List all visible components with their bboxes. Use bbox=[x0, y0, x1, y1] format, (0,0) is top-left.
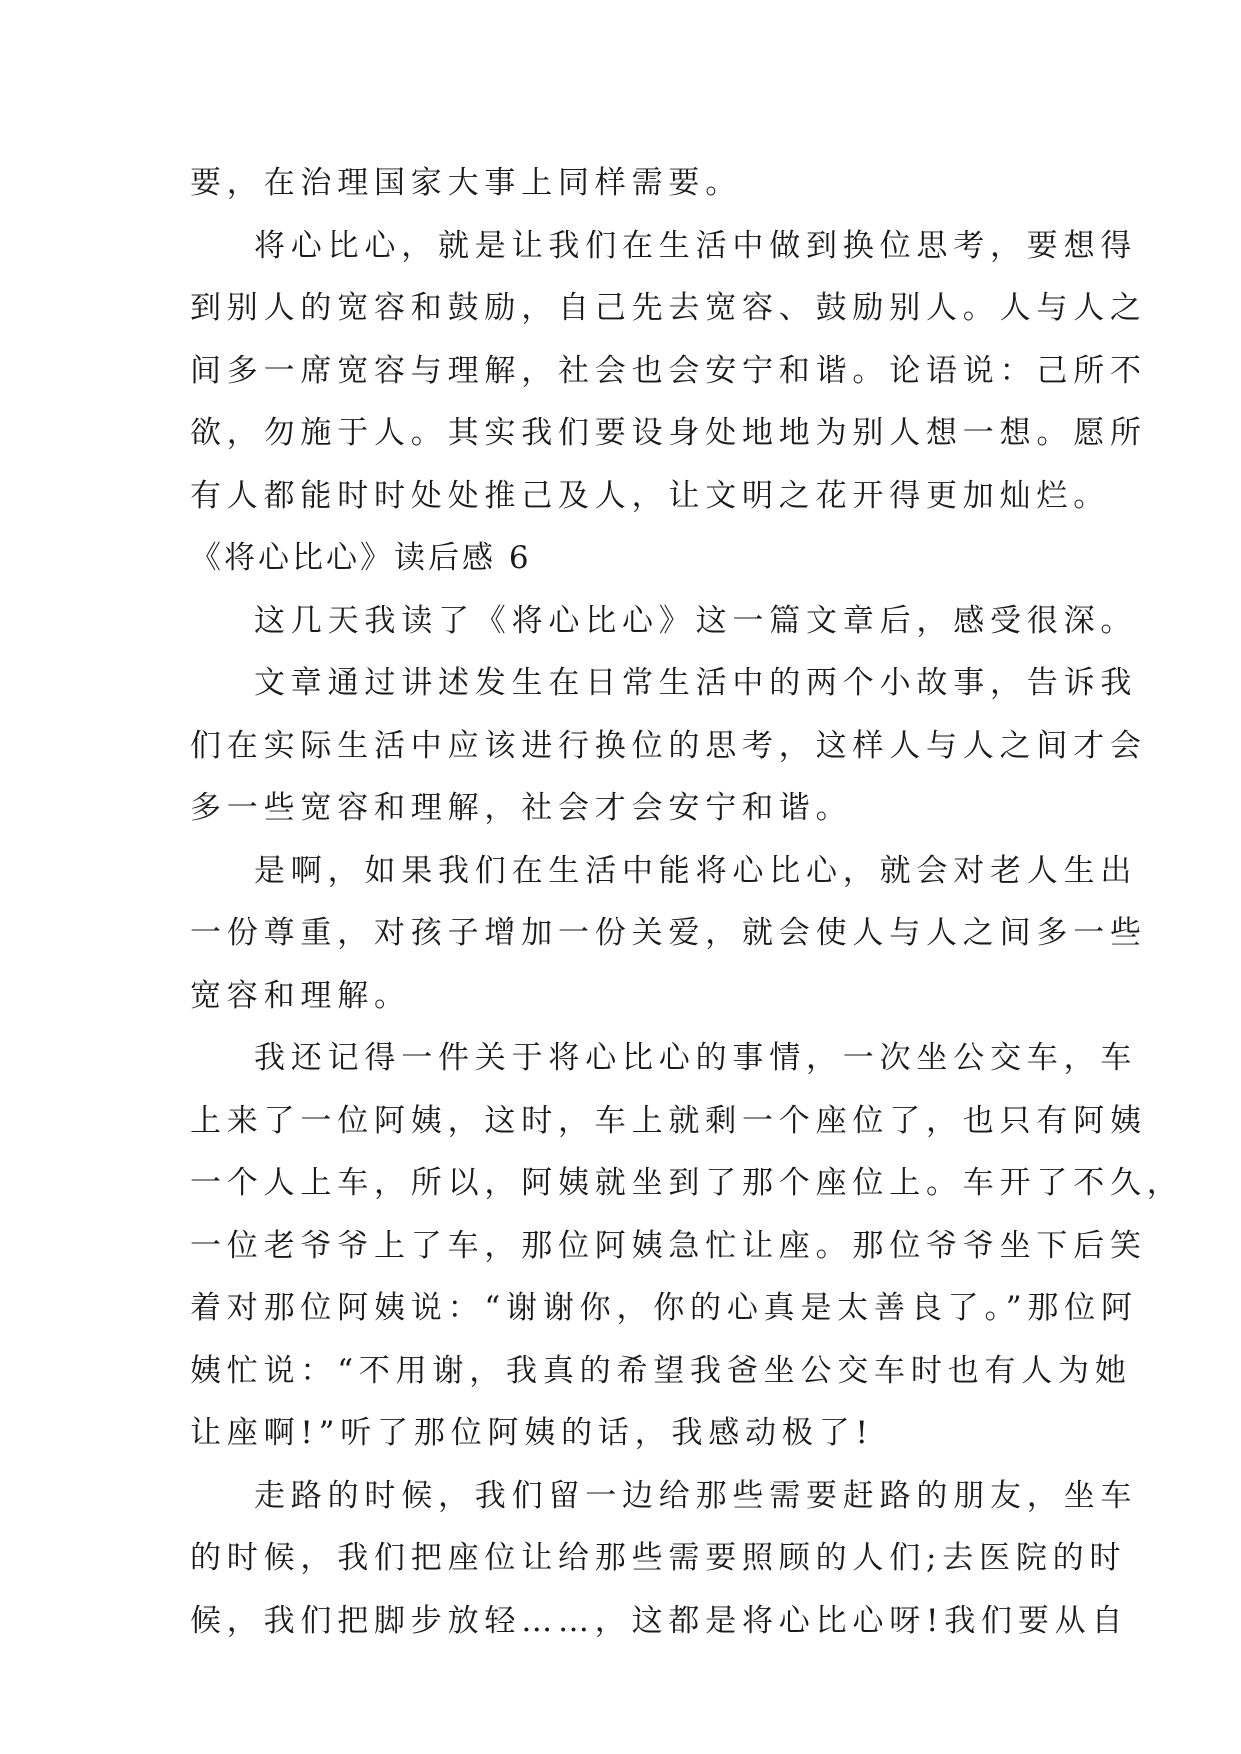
paragraph-line: 多一些宽容和理解，社会才会安宁和谐。 bbox=[190, 790, 853, 826]
paragraph-line: 文章通过讲述发生在日常生活中的两个小故事，告诉我 bbox=[254, 665, 1138, 701]
paragraph-line: 到别人的宽容和鼓励，自己先去宽容、鼓励别人。人与人之 bbox=[190, 290, 1147, 326]
paragraph-line: 的时候，我们把座位让给那些需要照顾的人们;去医院的时 bbox=[190, 1540, 1127, 1576]
paragraph-line: 这几天我读了《将心比心》这一篇文章后，感受很深。 bbox=[254, 602, 1138, 639]
paragraph-line: 欲，勿施于人。其实我们要设身处地地为别人想一想。愿所 bbox=[190, 415, 1147, 451]
section-heading: 《将心比心》读后感 6 bbox=[190, 540, 532, 576]
paragraph-line: 一位老爷爷上了车，那位阿姨急忙让座。那位爷爷坐下后笑 bbox=[190, 1227, 1147, 1264]
paragraph-line: 间多一席宽容与理解，社会也会安宁和谐。论语说：己所不 bbox=[190, 352, 1147, 389]
paragraph-line: 是啊，如果我们在生活中能将心比心，就会对老人生出 bbox=[254, 852, 1138, 889]
paragraph-line: 们在实际生活中应该进行换位的思考，这样人与人之间才会 bbox=[190, 727, 1147, 764]
paragraph-line: 将心比心，就是让我们在生活中做到换位思考，要想得 bbox=[254, 227, 1138, 264]
paragraph-line: 一个人上车，所以，阿姨就坐到了那个座位上。车开了不久， bbox=[190, 1165, 1184, 1201]
paragraph-line: 候，我们把脚步放轻……，这都是将心比心呀!我们要从自 bbox=[190, 1602, 1129, 1639]
paragraph-line: 一份尊重，对孩子增加一份关爱，就会使人与人之间多一些 bbox=[190, 915, 1147, 951]
paragraph-line: 让座啊!”听了那位阿姨的话，我感动极了! bbox=[190, 1415, 874, 1451]
paragraph-line: 要，在治理国家大事上同样需要。 bbox=[190, 165, 742, 201]
paragraph-line: 有人都能时时处处推己及人，让文明之花开得更加灿烂。 bbox=[190, 477, 1110, 514]
paragraph-line: 上来了一位阿姨，这时，车上就剩一个座位了，也只有阿姨 bbox=[190, 1102, 1147, 1139]
document-body bbox=[190, 152, 1184, 1652]
paragraph-line: 着对那位阿姨说：“谢谢你，你的心真是太善良了。”那位阿 bbox=[190, 1290, 1138, 1326]
paragraph-line: 姨忙说：“不用谢，我真的希望我爸坐公交车时也有人为她 bbox=[190, 1352, 1132, 1389]
paragraph-line: 我还记得一件关于将心比心的事情，一次坐公交车，车 bbox=[254, 1040, 1138, 1076]
paragraph-line: 宽容和理解。 bbox=[190, 977, 411, 1014]
paragraph-line: 走路的时候，我们留一边给那些需要赶路的朋友，坐车 bbox=[254, 1477, 1138, 1514]
